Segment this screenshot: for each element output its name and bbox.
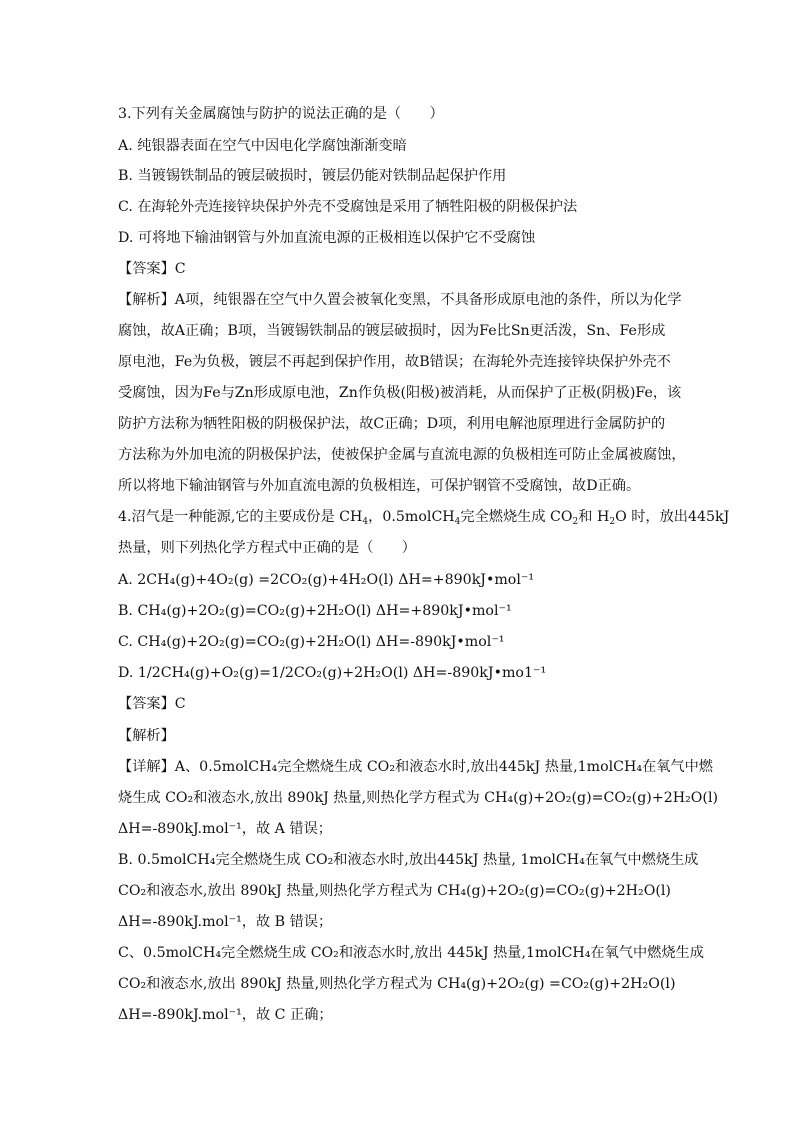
q4-detail-line-7: C、0.5molCH₄完全燃烧生成 CO₂和液态水时,放出 445kJ 热量,1molCH₄在氧气中燃烧生成 [118,945,704,961]
q4-detail-line-4: B. 0.5molCH₄完全燃烧生成 CO₂和液态水时,放出445kJ 热量, 1molCH₄在氧气中燃烧生成 [118,852,699,868]
q4-detail-line-1: 【详解】A、0.5molCH₄完全燃烧生成 CO₂和液态水时,放出445kJ 热量,1molCH₄在氧气中燃 [118,759,713,775]
q4-analysis-label: 【解析】 [118,728,175,744]
q4-detail-line-6: ΔH=-890kJ.mol⁻¹，故 B 错误； [118,914,333,930]
q3-analysis-line-7: 所以将地下输油钢管与外加直流电源的负极相连，可保护钢管不受腐蚀，故D正确。 [118,478,641,494]
q3-analysis-line-1: 【解析】A项，纯银器在空气中久置会被氧化变黑，不具备形成原电池的条件，所以为化学 [118,292,682,308]
q3-analysis-label: 【解析】 [118,292,175,308]
q4-option-a: A. 2CH₄(g)+4O₂(g) =2CO₂(g)+4H₂O(l) ΔH=+890kJ•mol⁻¹ [118,572,535,588]
q4-stem-line-2: 热量，则下列热化学方程式中正确的是（ ） [118,540,416,556]
q4-answer: 【答案】C [118,696,186,712]
q3-option-c: C. 在海轮外壳连接锌块保护外壳不受腐蚀是采用了牺牲阳极的阴极保护法 [118,199,578,215]
q4-detail-line-8: CO₂和液态水,放出 890kJ 热量,则热化学方程式为 CH₄(g)+2O₂(g) =CO₂(g)+2H₂O(l) [118,976,676,992]
q4-detail-line-5: CO₂和液态水,放出 890kJ 热量,则热化学方程式为 CH₄(g)+2O₂(g)=CO₂(g)+2H₂O(l) [118,883,671,899]
q3-analysis-line-2: 腐蚀，故A正确；B项，当镀锡铁制品的镀层破损时，因为Fe比Sn更活泼，Sn、Fe形成 [118,323,666,339]
q4-detail-line-3: ΔH=-890kJ.mol⁻¹，故 A 错误； [118,821,332,837]
q3-analysis-line-5: 防护方法称为牺牲阳极的阴极保护法，故C正确；D项，利用电解池原理进行金属防护的 [118,416,666,432]
q3-analysis-line-3: 原电池，Fe为负极，镀层不再起到保护作用，故B错误；在海轮外壳连接锌块保护外壳不 [118,354,671,370]
q3-stem: 3.下列有关金属腐蚀与防护的说法正确的是（ ） [118,106,444,122]
q4-detail-line-2: 烧生成 CO₂和液态水,放出 890kJ 热量,则热化学方程式为 CH₄(g)+2O₂(g)=CO₂(g)+2H₂O(l) [118,790,719,806]
q4-option-c: C. CH₄(g)+2O₂(g)=CO₂(g)+2H₂O(l) ΔH=-890kJ•mol⁻¹ [118,634,505,650]
q4-option-b: B. CH₄(g)+2O₂(g)=CO₂(g)+2H₂O(l) ΔH=+890kJ•mol⁻¹ [118,603,512,619]
q3-option-b: B. 当镀锡铁制品的镀层破损时，镀层仍能对铁制品起保护作用 [118,168,507,184]
q3-analysis-line-6: 方法称为外加电流的阴极保护法，使被保护金属与直流电源的负极相连可防止金属被腐蚀， [118,447,686,463]
q3-option-d: D. 可将地下输油钢管与外加直流电源的正极相连以保护它不受腐蚀 [118,230,536,246]
q4-stem-line-1: 4.沼气是一种能源,它的主要成份是 $CH_4$，0.5molCH$_4$完全燃烧生成 $CO_2$和 $H_2O$ 时，放出445kJ [118,509,730,527]
q4-detail-line-9: ΔH=-890kJ.mol⁻¹，故 C 正确； [118,1007,333,1023]
q3-option-a: A. 纯银器表面在空气中因电化学腐蚀渐渐变暗 [118,138,407,154]
q3-analysis-line-4: 受腐蚀，因为Fe与Zn形成原电池，Zn作负极(阳极)被消耗，从而保护了正极(阴极)Fe，该 [118,385,682,401]
q4-option-d: D. 1/2CH₄(g)+O₂(g)=1/2CO₂(g)+2H₂O(l) ΔH=-890kJ•mo1⁻¹ [118,665,547,681]
q3-answer: 【答案】C [118,261,186,277]
